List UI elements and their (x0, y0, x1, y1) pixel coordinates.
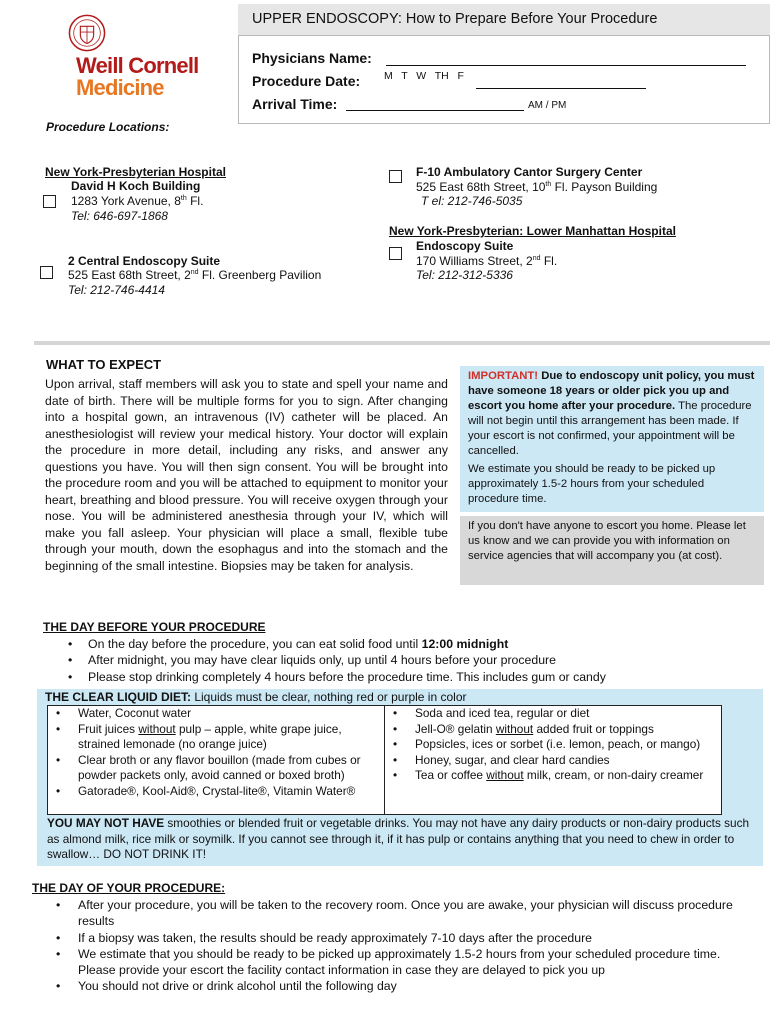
arrival-time-label: Arrival Time: (252, 96, 338, 112)
locations-heading: Procedure Locations: (46, 120, 170, 134)
central-checkbox[interactable] (40, 266, 53, 279)
procedure-date-field[interactable] (476, 75, 646, 89)
logo-text-line2: Medicine (76, 75, 164, 100)
list-item: • Tea or coffee without milk, cream, or non-dairy creamer (393, 768, 715, 784)
pickup-estimate: We estimate you should be ready to be picked up approximately 1.5-2 hours from your scheduled procedure time. (468, 463, 716, 505)
lower-manhattan-checkbox[interactable] (389, 247, 402, 260)
not-allowed-note: YOU MAY NOT HAVE smoothies or blended fruit or vegetable drinks. You may not have any dairy products or non-dairy products such as almond milk, rice milk or soymilk. If you cannot see through it, if it has pulp or contains anything that you need to chew in order to swallow… DO NOT DRINK IT! (47, 816, 750, 862)
list-item: • After your procedure, you will be taken to the recovery room. Once you are awake, your physician will discuss procedure results (56, 897, 756, 930)
important-policy: Due to endoscopy unit policy, you must have someone 18 years or older pick you up and escort you home after your procedure. (468, 370, 755, 412)
list-item: • If a biopsy was taken, the results should be ready approximately 7-10 days after the procedure (56, 930, 756, 946)
lower-manhattan-name: New York-Presbyterian: Lower Manhattan Hospital (389, 224, 676, 238)
escort-info: If you don't have anyone to escort you home. Please let us know and we can provide you with information on service agencies that will accompany you (at cost). (460, 516, 764, 585)
list-item: • Water, Coconut water (56, 706, 384, 722)
list-item: • We estimate that you should be ready to be picked up approximately 1.5-2 hours from your scheduled procedure time. Please provide your escort the facility contact information in case they are delayed to pick you up (56, 946, 756, 979)
nyp-checkbox[interactable] (43, 195, 56, 208)
nyp-hospital-name: New York-Presbyterian Hospital (45, 165, 226, 179)
important-notice (460, 366, 764, 512)
day-of-heading: THE DAY OF YOUR PROCEDURE: (32, 881, 226, 895)
am-pm-options[interactable]: AM / PM (528, 100, 567, 111)
arrival-time-field[interactable] (346, 97, 524, 111)
list-item: • Clear broth or any flavor bouillon (made from cubes or powder packets only, avoid canned or boxed broth) (56, 753, 384, 784)
list-item: • Gatorade®, Kool-Aid®, Crystal-lite®, Vitamin Water® (56, 784, 384, 800)
central-tel: Tel: 212-746-4414 (68, 283, 165, 297)
nyp-address: 1283 York Avenue, 8th Fl. (71, 194, 204, 208)
lower-manhattan-address: 170 Williams Street, 2nd Fl. (416, 254, 558, 268)
section-divider (34, 341, 770, 345)
important-label: IMPORTANT! (468, 370, 539, 382)
lower-manhattan-suite: Endoscopy Suite (416, 239, 514, 253)
allowed-list-left (56, 706, 384, 800)
university-seal-icon (68, 14, 106, 52)
central-address: 525 East 68th Street, 2nd Fl. Greenberg Pavilion (68, 268, 322, 282)
day-of-list (56, 897, 756, 995)
important-rest: The procedure will not begin until this arrangement has been made. If your escort is not confirmed, your appointment will be cancelled. (468, 400, 752, 457)
list-item: • Popsicles, ices or sorbet (i.e. lemon, peach, or mango) (393, 737, 715, 753)
central-suite-name: 2 Central Endoscopy Suite (68, 254, 221, 268)
table-column-divider (384, 705, 385, 815)
page-title: UPPER ENDOSCOPY: How to Prepare Before Your Procedure (238, 4, 770, 36)
physicians-name-label: Physicians Name: (252, 50, 372, 66)
f10-address: 525 East 68th Street, 10th Fl. Payson Building (416, 180, 658, 194)
nyp-building: David H Koch Building (71, 179, 201, 193)
procedure-date-label: Procedure Date: (252, 73, 361, 89)
f10-center-name: F-10 Ambulatory Cantor Surgery Center (416, 165, 643, 179)
day-before-list (68, 636, 748, 685)
nyp-tel: Tel: 646-697-1868 (71, 209, 168, 223)
list-item: • On the day before the procedure, you can eat solid food until 12:00 midnight (68, 636, 748, 652)
day-before-heading: THE DAY BEFORE YOUR PROCEDURE (43, 620, 266, 634)
f10-checkbox[interactable] (389, 170, 402, 183)
lower-manhattan-tel: Tel: 212-312-5336 (416, 268, 513, 282)
f10-tel: T el: 212-746-5035 (421, 194, 523, 208)
list-item: • Fruit juices without pulp – apple, white grape juice, strained lemonade (no orange juice) (56, 722, 384, 753)
physicians-name-row (252, 50, 372, 66)
list-item: • You should not drive or drink alcohol until the following day (56, 978, 756, 994)
what-to-expect-body: Upon arrival, staff members will ask you to state and spell your name and date of birth. There will be multiple forms for you to sign. After changing into a hospital gown, an intravenous (IV) catheter will be placed. An anesthesiologist will review your medical history. Your doctor will explain the procedure in more detail, including any risks, and answer any questions you have. You will then sign consent. You will be brought into the procedure room and you will be attached to equipment to monitor your heart, breathing and blood pressure. You will receive oxygen through your nose. You will be administered anesthesia through your IV, which will make you fall asleep. Your physician will place a small, flexible tube through your mouth, down the esophagus and into the stomach and the beginning of the small intestine. Biopsies may be taken for analysis. (45, 377, 448, 573)
logo-text-line1: Weill Cornell (76, 53, 199, 78)
list-item: • Please stop drinking completely 4 hours before the procedure time. This includes gum or candy (68, 669, 748, 685)
list-item: • Honey, sugar, and clear hard candies (393, 753, 715, 769)
allowed-list-right (393, 706, 715, 784)
list-item: • After midnight, you may have clear liquids only, up until 4 hours before your procedure (68, 652, 748, 668)
clear-liquid-heading: THE CLEAR LIQUID DIET: Liquids must be clear, nothing red or purple in color (45, 690, 467, 704)
weekday-options[interactable]: M T W TH F (384, 70, 464, 82)
list-item: • Soda and iced tea, regular or diet (393, 706, 715, 722)
what-to-expect-heading: WHAT TO EXPECT (46, 357, 162, 372)
list-item: • Jell-O® gelatin without added fruit or toppings (393, 722, 715, 738)
physicians-name-field[interactable] (386, 52, 746, 66)
